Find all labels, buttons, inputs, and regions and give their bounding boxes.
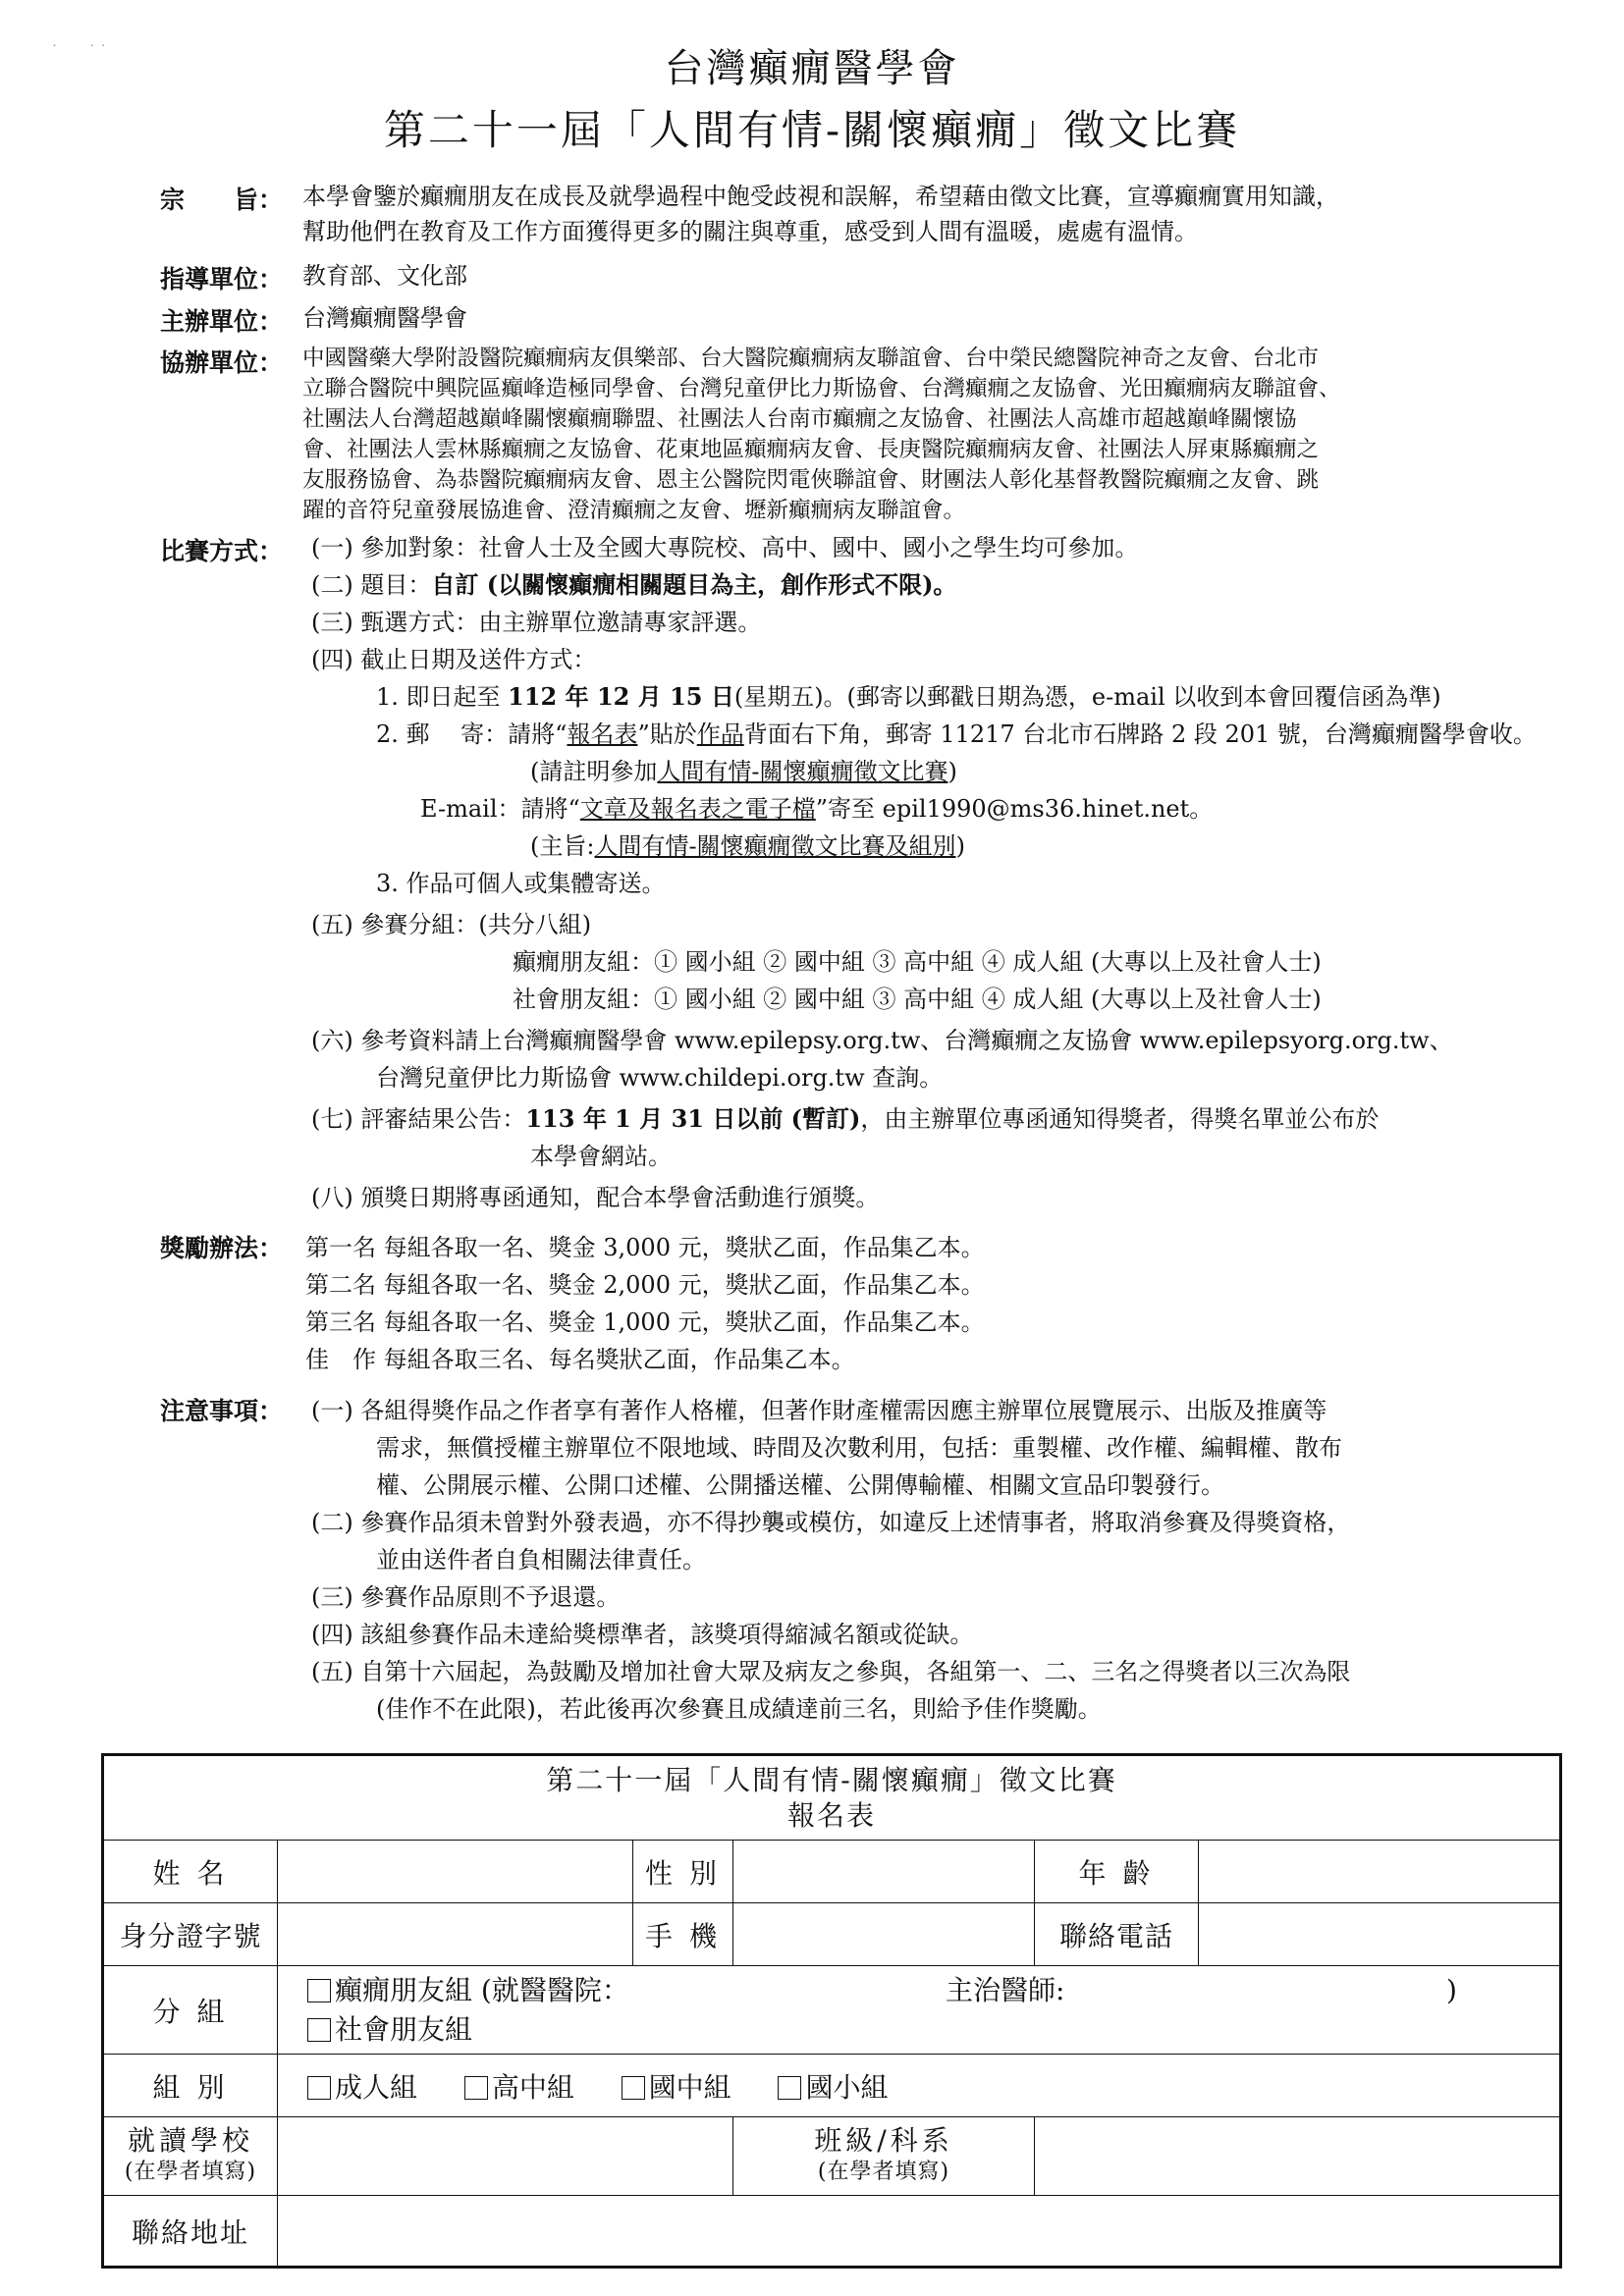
cat-adult-label: 成人組 bbox=[335, 2070, 418, 2104]
method-item6-a: (六) 參考資料請上台灣癲癇醫學會 www.epilepsy.org.tw、台灣癲癇之友協會 www.epilepsyorg.org.tw、 bbox=[311, 1027, 1453, 1054]
gender-input[interactable] bbox=[733, 1841, 1035, 1903]
title-contest: 第二十一屆「人間有情-關懷癲癇」徵文比賽 bbox=[383, 106, 1241, 154]
class-note: (在學者填寫) bbox=[817, 2159, 950, 2184]
co-organizer-label: 協辦單位： bbox=[160, 348, 284, 377]
notes-label: 注意事項： bbox=[160, 1397, 284, 1425]
note-2-line2: 並由送件者自負相關法律責任。 bbox=[376, 1546, 706, 1574]
registration-form bbox=[101, 1753, 1562, 2269]
cat-senior-label: 高中組 bbox=[491, 2070, 574, 2104]
method-item2-label: (二) 題目： bbox=[311, 571, 432, 599]
mail-address: 背面右下角，郵寄 11217 台北市石牌路 2 段 201 號，台灣癲癇醫學會收。 bbox=[743, 721, 1537, 748]
method-item1: (一) 參加對象：社會人士及全國大專院校、高中、國中、國小之學生均可參加。 bbox=[311, 534, 1139, 561]
award-third: 第三名 每組各取一名、獎金 1,000 元，獎狀乙面，作品集乙本。 bbox=[305, 1308, 985, 1336]
method-item4-2-note bbox=[530, 756, 957, 787]
method-item5-social: 社會朋友組：① 國小組 ② 國中組 ③ 高中組 ④ 成人組 (大專以上及社會人士) bbox=[513, 986, 1322, 1013]
school-note: (在學者填寫) bbox=[124, 2159, 257, 2184]
email-address: ”寄至 epil1990@ms36.hinet.net。 bbox=[815, 795, 1214, 823]
mail-note-prefix: (請註明參加 bbox=[530, 758, 658, 785]
form-subtitle: 報名表 bbox=[786, 1798, 876, 1832]
address-input[interactable] bbox=[278, 2196, 1560, 2267]
name-label: 姓 名 bbox=[104, 1841, 278, 1903]
purpose-line1: 本學會鑒於癲癇朋友在成長及就學過程中飽受歧視和誤解，希望藉由徵文比賽，宣導癲癇實用知識， bbox=[302, 183, 1339, 210]
method-item4-3: 3. 作品可個人或集體寄送。 bbox=[376, 870, 666, 897]
awards-list bbox=[305, 1229, 985, 1378]
note-5-line1: (五) 自第十六屆起，為鼓勵及增加社會大眾及病友之參與，各組第一、二、三名之得獎者以三次為限 bbox=[311, 1658, 1351, 1685]
email-subject-prefix: (主旨: bbox=[530, 832, 595, 860]
id-number-input[interactable] bbox=[278, 1903, 633, 1966]
co-organizer-list bbox=[302, 344, 1341, 526]
phone-input[interactable] bbox=[1199, 1903, 1560, 1966]
purpose-label: 宗 旨： bbox=[160, 186, 284, 214]
deadline-date: 112 年 12 月 15 日 bbox=[508, 682, 734, 711]
method-item5: (五) 參賽分組：(共分八組) bbox=[311, 911, 592, 938]
group-options bbox=[278, 1966, 1560, 2055]
school-label bbox=[104, 2117, 278, 2196]
co-organizer-line: 會、社團法人雲林縣癲癇之友協會、花東地區癲癇病友會、長庚醫院癲癇病友會、社團法人屏東縣癲癇之 bbox=[302, 437, 1320, 462]
note-4: (四) 該組參賽作品未達給獎標準者，該獎項得縮減名額或從缺。 bbox=[311, 1621, 974, 1648]
mail-work: 作品 bbox=[696, 721, 744, 748]
title-association: 台灣癲癇醫學會 bbox=[664, 46, 960, 91]
method-label: 比賽方式： bbox=[160, 537, 284, 565]
class-label bbox=[733, 2117, 1035, 2196]
group-social-checkbox[interactable] bbox=[307, 2018, 331, 2042]
form-header bbox=[104, 1756, 1560, 1841]
scan-marks: ˙ ˙ ˙ bbox=[51, 43, 107, 59]
notes-list bbox=[311, 1392, 1350, 1728]
form-title: 第二十一屆「人間有情-關懷癲癇」徵文比賽 bbox=[546, 1763, 1117, 1796]
gender-label: 性 別 bbox=[633, 1841, 733, 1903]
class-label-text: 班級/科系 bbox=[814, 2123, 953, 2157]
email-prefix: E-mail：請將“ bbox=[420, 795, 580, 823]
co-organizer-line: 躍的音符兒童發展協進會、澄清癲癇之友會、壢新癲癇病友聯誼會。 bbox=[302, 498, 966, 523]
age-input[interactable] bbox=[1199, 1841, 1560, 1903]
method-email bbox=[420, 793, 1213, 825]
note-3: (三) 參賽作品原則不予退還。 bbox=[311, 1583, 621, 1611]
mail-note-suffix: ) bbox=[947, 758, 957, 785]
phone-label: 聯絡電話 bbox=[1035, 1903, 1199, 1966]
email-subject: 人間有情-關懷癲癇徵文比賽及組別 bbox=[594, 832, 956, 860]
age-label: 年 齡 bbox=[1035, 1841, 1199, 1903]
method-item5-epilepsy: 癲癇朋友組：① 國小組 ② 國中組 ③ 高中組 ④ 成人組 (大專以上及社會人士) bbox=[513, 948, 1322, 976]
group-epilepsy-checkbox[interactable] bbox=[307, 1979, 331, 2002]
school-input[interactable] bbox=[278, 2117, 733, 2196]
deadline-prefix: 1. 即日起至 bbox=[376, 683, 509, 711]
method-item3: (三) 甄選方式：由主辦單位邀請專家評選。 bbox=[311, 609, 762, 636]
awards-label: 獎勵辦法： bbox=[160, 1234, 284, 1262]
group-epilepsy-label: 癲癇朋友組 (就醫醫院： bbox=[335, 1973, 629, 2006]
note-5-line2: (佳作不在此限)，若此後再次參賽且成績達前三名，則給予佳作獎勵。 bbox=[376, 1695, 1102, 1723]
result-note: ，由主辦單位專函通知得獎者，得獎名單並公布於 bbox=[860, 1105, 1380, 1133]
doctor-label: 主治醫師: bbox=[946, 1973, 1065, 2006]
cat-adult-checkbox[interactable] bbox=[307, 2076, 331, 2100]
note-1-line3: 權、公開展示權、公開口述權、公開播送權、公開傳輸權、相關文宣品印製發行。 bbox=[376, 1471, 1224, 1499]
note-1-line1: (一) 各組得獎作品之作者享有著作人格權，但著作財產權需因應主辦單位展覽展示、出版及推廣等 bbox=[311, 1397, 1327, 1424]
category-label: 組 別 bbox=[104, 2055, 278, 2117]
cat-elementary-label: 國小組 bbox=[805, 2070, 889, 2104]
mobile-label: 手 機 bbox=[633, 1903, 733, 1966]
co-organizer-line: 社團法人台灣超越巔峰關懷癲癇聯盟、社團法人台南市癲癇之友協會、社團法人高雄市超越巔峰關懷協 bbox=[302, 406, 1297, 432]
mail-form: 報名表 bbox=[567, 721, 638, 748]
organizer-label: 主辦單位： bbox=[160, 307, 284, 336]
mail-mid: ”貼於 bbox=[637, 721, 697, 748]
purpose-line2: 幫助他們在教育及工作方面獲得更多的關注與尊重，感受到人間有溫暖，處處有溫情。 bbox=[302, 218, 1198, 245]
deadline-note: (星期五)。(郵寄以郵戳日期為憑，e-mail 以收到本會回覆信函為準) bbox=[733, 683, 1441, 711]
group-social-label: 社會朋友組 bbox=[335, 2012, 473, 2046]
class-input[interactable] bbox=[1035, 2117, 1560, 2196]
guidance-label: 指導單位： bbox=[160, 265, 284, 294]
category-options bbox=[278, 2055, 1560, 2117]
method-item2 bbox=[311, 569, 956, 601]
email-subject-suffix: ) bbox=[955, 832, 965, 860]
school-label-text: 就讀學校 bbox=[127, 2123, 253, 2157]
co-organizer-line: 中國醫藥大學附設醫院癲癇病友俱樂部、台大醫院癲癇病友聯誼會、台中榮民總醫院神奇之友會、台北市 bbox=[302, 346, 1320, 371]
cat-junior-checkbox[interactable] bbox=[622, 2076, 645, 2100]
name-input[interactable] bbox=[278, 1841, 633, 1903]
note-2-line1: (二) 參賽作品須未曾對外發表過，亦不得抄襲或模仿，如違反上述情事者，將取消參賽及得獎資格， bbox=[311, 1509, 1351, 1536]
guidance-text: 教育部、文化部 bbox=[302, 262, 467, 290]
co-organizer-line: 友服務協會、為恭醫院癲癇病友會、恩主公醫院閃電俠聯誼會、財團法人彰化基督教醫院癲癇之友會、跳 bbox=[302, 467, 1320, 493]
method-item7-d: 本學會網站。 bbox=[530, 1143, 672, 1170]
result-label: (七) 評審結果公告： bbox=[311, 1105, 526, 1133]
id-number-label: 身分證字號 bbox=[104, 1903, 278, 1966]
note-1-line2: 需求，無償授權主辦單位不限地域、時間及次數利用，包括：重製權、改作權、編輯權、散布 bbox=[376, 1434, 1342, 1462]
result-date: 113 年 1 月 31 日以前 (暫訂) bbox=[525, 1104, 861, 1133]
award-honorable: 佳 作 每組各取三名、每名獎狀乙面，作品集乙本。 bbox=[305, 1346, 855, 1373]
co-organizer-line: 立聯合醫院中興院區癲峰造極同學會、台灣兒童伊比力斯協會、台灣癲癇之友協會、光田癲癇病友聯誼會、 bbox=[302, 376, 1341, 401]
award-first: 第一名 每組各取一名、獎金 3,000 元，獎狀乙面，作品集乙本。 bbox=[305, 1234, 985, 1261]
method-item4-2 bbox=[376, 719, 1537, 750]
award-second: 第二名 每組各取一名、獎金 2,000 元，獎狀乙面，作品集乙本。 bbox=[305, 1271, 985, 1299]
method-item4: (四) 截止日期及送件方式： bbox=[311, 646, 597, 673]
method-item8: (八) 頒獎日期將專函通知，配合本學會活動進行頒獎。 bbox=[311, 1184, 880, 1211]
method-item2-topic: 自訂 (以關懷癲癇相關題目為主，創作形式不限)。 bbox=[431, 570, 957, 599]
mail-prefix: 2. 郵 寄：請將“ bbox=[376, 721, 568, 748]
group-close-paren: ) bbox=[1446, 1973, 1457, 2006]
organizer-text: 台灣癲癇醫學會 bbox=[302, 304, 467, 332]
mail-note-contest: 人間有情-關懷癲癇徵文比賽 bbox=[657, 758, 948, 785]
group-label: 分 組 bbox=[104, 1966, 278, 2055]
address-label: 聯絡地址 bbox=[104, 2196, 278, 2267]
method-item4-1 bbox=[376, 681, 1441, 713]
cat-elementary-checkbox[interactable] bbox=[778, 2076, 801, 2100]
email-files: 文章及報名表之電子檔 bbox=[579, 795, 816, 823]
cat-junior-label: 國中組 bbox=[648, 2070, 731, 2104]
mobile-input[interactable] bbox=[733, 1903, 1035, 1966]
method-item7 bbox=[311, 1103, 1379, 1135]
cat-senior-checkbox[interactable] bbox=[464, 2076, 488, 2100]
method-item6-b: 台灣兒童伊比力斯協會 www.childepi.org.tw 查詢。 bbox=[376, 1064, 944, 1092]
method-email-subject bbox=[530, 830, 965, 862]
